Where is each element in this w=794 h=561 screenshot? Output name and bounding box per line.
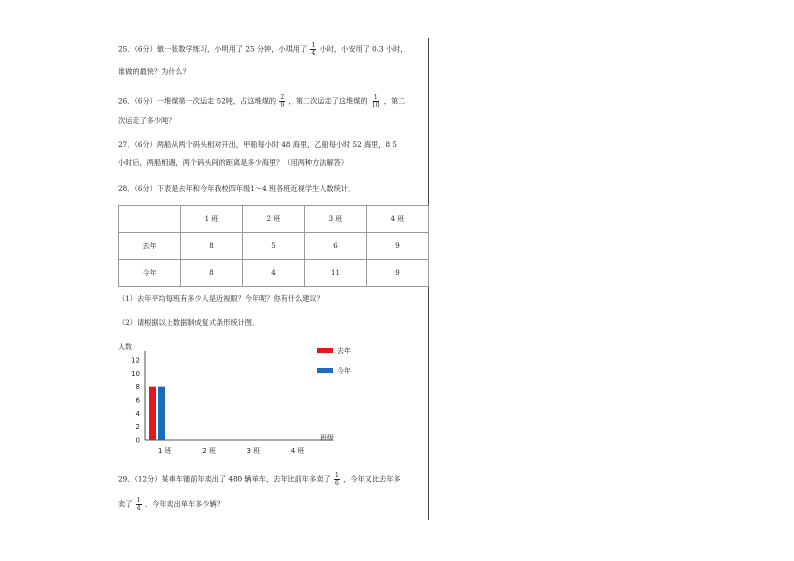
- table-header-row: [119, 206, 429, 233]
- question-26-line-1: [118, 94, 405, 109]
- table-cell: 11: [305, 260, 367, 287]
- legend-swatch: [317, 368, 333, 373]
- y-ticks: [131, 357, 140, 445]
- table-cell: 5: [243, 233, 305, 260]
- legend-label: 去年: [337, 347, 351, 355]
- x-tick-label: 2 班: [202, 447, 216, 455]
- q26-text-c: ，第二: [383, 96, 406, 106]
- myopia-bar-chart: [112, 340, 352, 460]
- bar-last-year: [149, 387, 156, 440]
- y-tick-label: 0: [135, 436, 140, 445]
- question-28-intro: 28．（6分）下表是去年和今年我校四年级1～4 班各班近视学生人数统计．: [118, 184, 356, 193]
- y-axis-title: 人数: [118, 343, 132, 351]
- x-axis-title: 班级: [320, 434, 334, 442]
- q26-text-b: ，第二次运走了这堆煤的: [288, 96, 368, 106]
- bar-this-year: [158, 387, 165, 440]
- question-29-line-2: [118, 497, 224, 512]
- table-row: [119, 233, 429, 260]
- question-28-sub-2: （2）请根据以上数据制成复式条形统计图．: [118, 318, 260, 327]
- table-header-cell: 4 班: [367, 206, 429, 233]
- table-cell: 6: [305, 233, 367, 260]
- q29-text-a: 29．（12分）某車车铺前年卖出了 480 辆单车，去年比前年多卖了: [118, 474, 331, 484]
- q29-text-d: ．今年卖出单车多少辆？: [144, 499, 224, 509]
- question-26-line-2: 次运走了多少吨？: [118, 116, 176, 125]
- table-header-cell: 3 班: [305, 206, 367, 233]
- table-cell: 8: [181, 233, 243, 260]
- table-row: [119, 260, 429, 287]
- question-25-line-1: [118, 42, 407, 57]
- x-ticks: [158, 446, 304, 455]
- table-header-cell: [119, 206, 181, 233]
- x-tick-label: 3 班: [246, 447, 261, 455]
- table-header-cell: 1 班: [181, 206, 243, 233]
- question-29-line-1: [118, 472, 401, 487]
- question-28-sub-1: （1）去年平均每班有多少人是近视眼？今年呢？你有什么建议？: [118, 294, 324, 303]
- q25-text-a: 25．（6分）做一张数学练习，小明用了 25 分钟，小琪用了: [118, 44, 308, 54]
- fraction-one-quarter: $\frac{1}{4}$: [136, 497, 141, 512]
- y-tick-label: 10: [131, 369, 140, 378]
- fraction-one-quarter: $\frac{1}{4}$: [311, 42, 316, 57]
- x-tick-label: 4 班: [290, 447, 305, 455]
- q29-text-c: 卖了: [118, 499, 133, 509]
- q26-text-a: 26．（6分）一堆煤第一次运走 52吨，占这堆煤的: [118, 96, 277, 106]
- y-tick-label: 6: [135, 396, 140, 405]
- fraction-two-ninths: $\frac{2}{9}$: [280, 94, 285, 109]
- myopia-stats-table: [118, 205, 429, 287]
- y-tick-label: 12: [131, 356, 140, 365]
- chart-legend: [317, 346, 351, 375]
- bars: [149, 387, 165, 440]
- table-row-label: 去年: [119, 233, 181, 260]
- y-tick-label: 8: [135, 383, 140, 392]
- fraction-one-sixth: $\frac{1}{6}$: [334, 472, 339, 487]
- question-25-line-2: 谁做的最快？为什么？: [118, 67, 190, 76]
- table-row-label: 今年: [119, 260, 181, 287]
- legend-label: 今年: [337, 367, 351, 375]
- table-cell: 9: [367, 260, 429, 287]
- q29-text-b: ，今年又比去年多: [343, 474, 401, 484]
- question-27-line-1: 27．（6分）两船从两个码头相对开出，甲船每小时 48 海里，乙船每小时 52 海里，8 5: [118, 140, 397, 149]
- x-tick-label: 1 班: [158, 447, 172, 455]
- question-27-line-2: 小时后，两船相遇，两个码头间的距离是多少海里？（用两种方法解答）: [118, 158, 349, 167]
- table-header-cell: 2 班: [243, 206, 305, 233]
- table-cell: 8: [181, 260, 243, 287]
- legend-swatch: [317, 348, 333, 353]
- fraction-one-tenth: $\frac{1}{10}$: [371, 94, 380, 109]
- table-cell: 9: [367, 233, 429, 260]
- table-cell: 4: [243, 260, 305, 287]
- y-tick-label: 4: [135, 409, 140, 418]
- q25-text-b: 小时，小安用了 0.3 小时，: [319, 44, 408, 54]
- y-tick-label: 2: [135, 423, 140, 432]
